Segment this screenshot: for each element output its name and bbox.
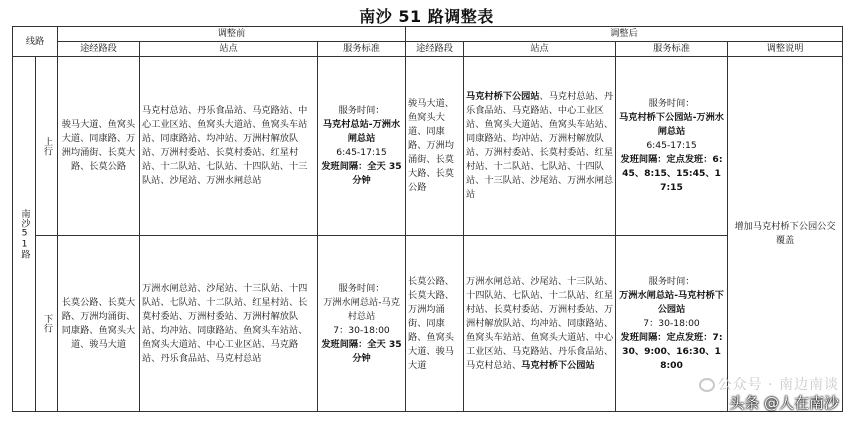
page-title: 南沙 51 路调整表 xyxy=(359,7,494,26)
wechat-icon xyxy=(699,378,715,392)
header-after-segment: 途经路段 xyxy=(406,42,464,57)
up-after-interval: 发班间隔：定点发班：6:45、8:15、15:45、17:15 xyxy=(620,154,723,193)
up-before-service-label: 服务时间： xyxy=(338,105,385,116)
header-after-service: 服务标准 xyxy=(616,42,728,57)
direction-up: 上行 xyxy=(41,136,53,156)
down-after-segment: 长莫公路、长莫大路、万洲均涌街、同康路、鱼窝头大道、骏马大道 xyxy=(406,236,464,412)
header-before-segment: 途经路段 xyxy=(58,42,140,57)
up-before-interval: 发班间隔：全天 35 分钟 xyxy=(321,161,402,186)
down-before-segment: 长莫公路、长莫大路、万洲均涌街、同康路、鱼窝头大道、骏马大道 xyxy=(58,236,140,412)
line-name: 南沙51路 xyxy=(19,209,30,259)
header-row-1 xyxy=(13,27,843,42)
header-line: 线路 xyxy=(13,27,58,57)
down-before-interval: 发班间隔：全天 35 分钟 xyxy=(321,338,402,364)
header-before: 调整前 xyxy=(58,27,406,42)
source-credit: 头条 @人在南沙 xyxy=(729,394,839,412)
down-before-stops: 万洲水闸总站、沙尾站、十三队站、十四队站、七队站、十二队站、红星村站、长莫村委站、万洲村委站、万洲村解放队站、均冲站、同康路站、鱼窝头车站站、鱼窝头大道站、中心工业区站、马克路站、丹乐食品站、马克村总站 xyxy=(140,236,318,412)
header-after: 调整后 xyxy=(406,27,843,42)
up-after-service-time: 6:45-17:15 xyxy=(646,140,697,151)
down-after-stops-new: 马克村桥下公园站 xyxy=(521,359,595,371)
header-before-service: 服务标准 xyxy=(318,42,406,57)
up-after-service-route: 马克村桥下公园站-万洲水闸总站 xyxy=(619,112,724,137)
up-before-service xyxy=(318,57,406,236)
up-after-service xyxy=(616,57,728,236)
direction-down: 下行 xyxy=(41,314,53,333)
up-after-stops xyxy=(464,57,616,236)
up-after-service-label: 服务时间： xyxy=(648,98,695,109)
header-row-2 xyxy=(13,42,843,57)
down-after-service-route: 万洲水闸总站-马克村桥下公园站 xyxy=(619,289,724,315)
direction-down-cell xyxy=(36,236,58,412)
up-before-stops: 马克村总站、丹乐食品站、马克路站、中心工业区站、鱼窝头大道站、鱼窝头车站站、同康路站、均冲站、万洲村解放队站、万洲村委站、长莫村委站、红星村站、十二队站、七队站、十四队站、十三队站、沙尾站、万洲水闸总站 xyxy=(140,57,318,236)
watermark xyxy=(699,374,839,394)
up-after-stops-new: 马克村桥下公园站 xyxy=(466,91,540,102)
up-before-segment: 骏马大道、鱼窝头大道、同康路、万洲均涌街、长莫大路、长莫公路 xyxy=(58,57,140,236)
down-before-service-time: 7：30-18:00 xyxy=(333,324,390,336)
down-before-service xyxy=(318,236,406,412)
down-after-service-label: 服务时间： xyxy=(648,275,695,287)
down-after-stops xyxy=(464,236,616,412)
down-before-service-route: 万洲水闸总站-马克村总站 xyxy=(323,296,400,322)
up-after-segment: 骏马大道、鱼窝头大道、同康路、万洲均涌街、长莫大路、长莫公路 xyxy=(406,57,464,236)
header-after-stops: 站点 xyxy=(464,42,616,57)
header-note: 调整说明 xyxy=(728,42,843,57)
adjustment-table xyxy=(12,26,843,412)
line-name-cell xyxy=(13,57,36,412)
down-after-interval: 发班间隔：定点发班：7:30、9:00、16:30、18:00 xyxy=(620,331,723,371)
up-after-stops-list: 、马克村总站、丹乐食品站、马克路站、中心工业区站、鱼窝头大道站、鱼窝头车站站、同康路站、均冲站、万洲村解放队站、万洲村委站、长莫村委站、红星村站、十二队站、七队站、十四队站、十三队站、沙尾站、万洲水闸总站 xyxy=(466,91,614,200)
watermark-text: 公众号 · 南边南谈 xyxy=(717,377,839,393)
down-after-stops-list: 万洲水闸总站、沙尾站、十三队站、十四队站、七队站、十二队站、红星村站、长莫村委站、万洲村委站、万洲村解放队站、均冲站、同康路站、鱼窝头车站站、鱼窝头大道站、中心工业区站、马克路站、丹乐食品站、马克村总站、 xyxy=(466,275,614,371)
down-after-service-time: 7：30-18:00 xyxy=(643,317,700,329)
direction-up-cell xyxy=(36,57,58,236)
up-before-service-time: 6:45-17:15 xyxy=(336,147,387,158)
up-before-service-route: 马克村总站-万洲水闸总站 xyxy=(322,119,401,144)
row-up xyxy=(13,57,843,236)
header-before-stops: 站点 xyxy=(140,42,318,57)
note-cell: 增加马克村桥下公园公交覆盖 xyxy=(728,57,843,412)
down-before-service-label: 服务时间： xyxy=(338,282,385,294)
